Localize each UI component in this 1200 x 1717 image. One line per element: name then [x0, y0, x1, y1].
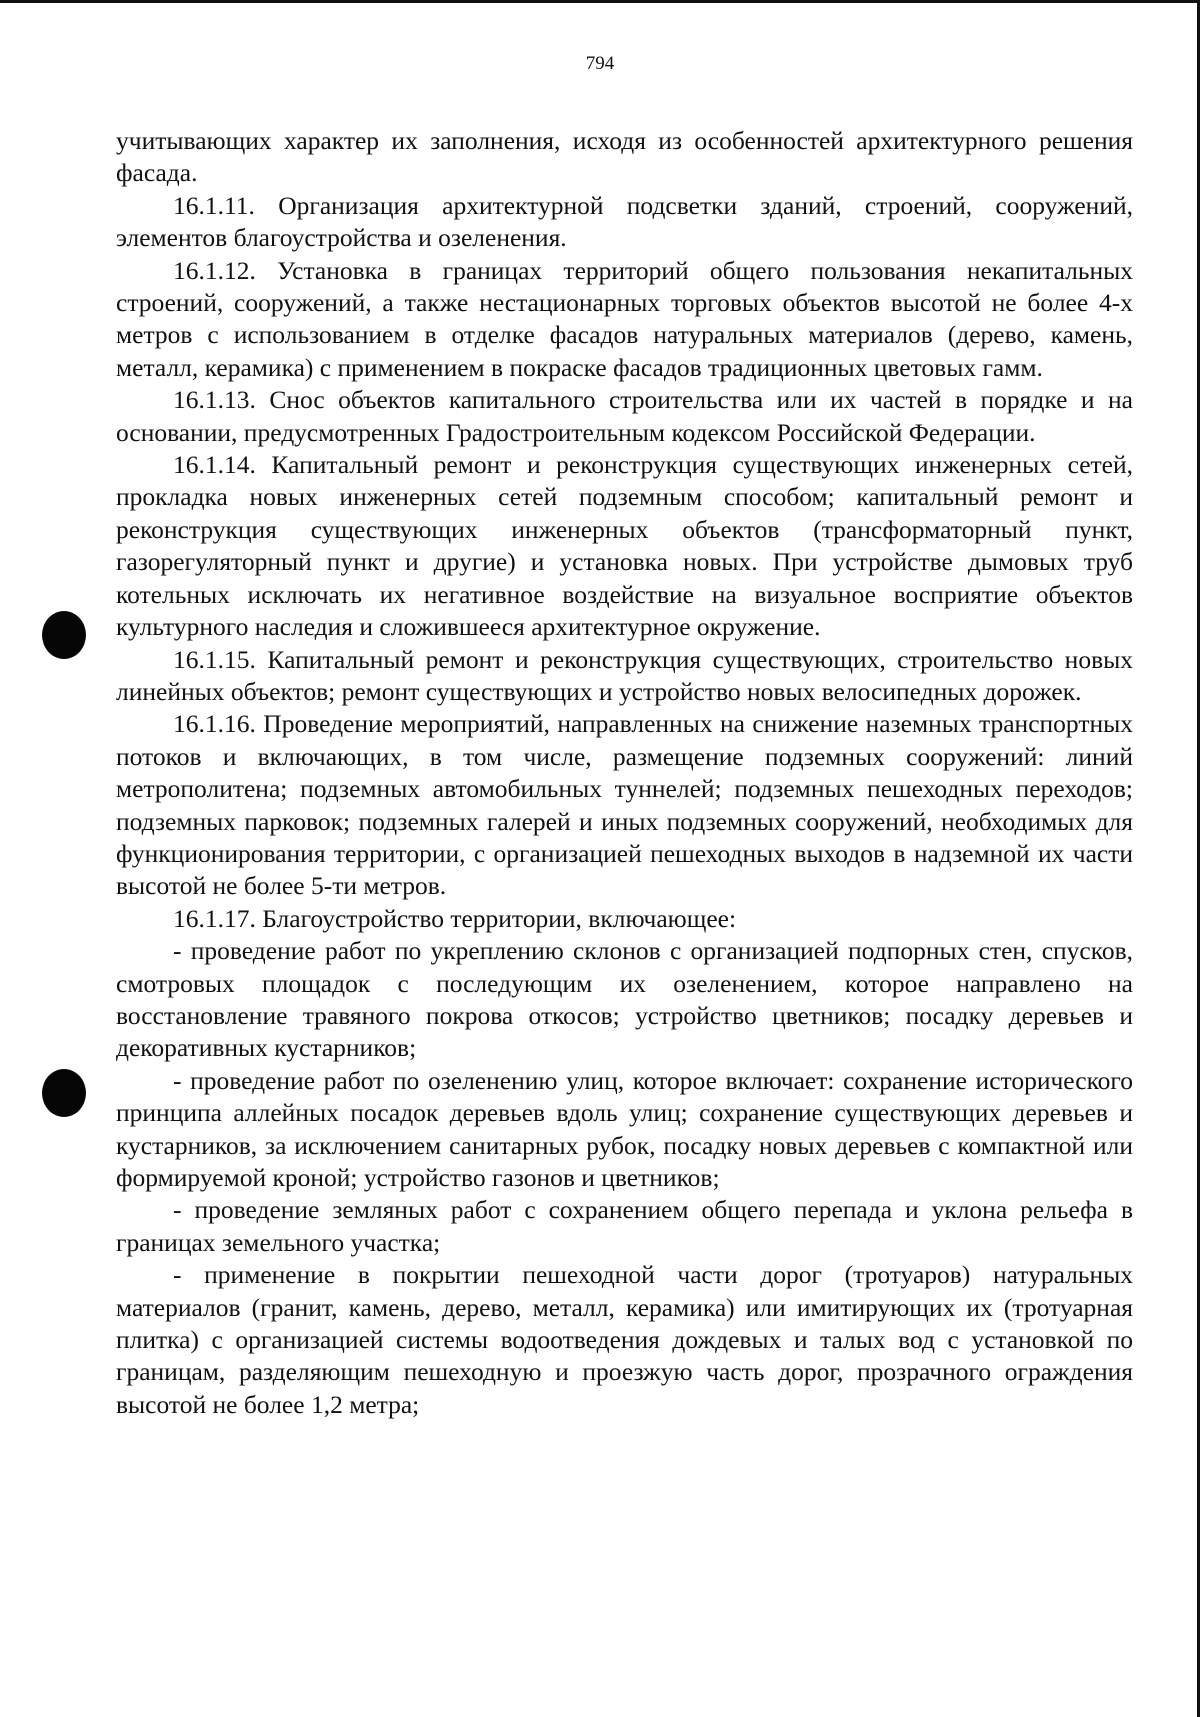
list-item-slopes: - проведение работ по укреплению склонов с организацией подпорных стен, спусков, смотровых площадок с последующим их озеленением, которое направлено на восстановление травяного покрова откосов; устройство цветников; посадку деревьев и декоративных кустарников;: [116, 936, 1133, 1063]
paragraph-16-1-11: 16.1.11. Организация архитектурной подсветки зданий, строений, сооружений, элементов благоустройства и озеленения.: [116, 190, 1133, 253]
paragraph-continuation: учитывающих характер их заполнения, исходя из особенностей архитектурного решения фасада.: [116, 126, 1133, 188]
punch-hole-mark: [42, 611, 86, 659]
punch-hole-mark: [42, 1069, 86, 1117]
list-item-greening: - проведение работ по озеленению улиц, которое включает: сохранение исторического принципа аллейных посадок деревьев вдоль улиц; сохранение существующих деревьев и кустарников, за исключением санитарных рубок, посадку новых деревьев с компактной или формируемой кроной; устройство газонов и цветников;: [116, 1065, 1133, 1192]
page-number: 794: [585, 53, 615, 74]
paragraph-16-1-14: 16.1.14. Капитальный ремонт и реконструкция существующих инженерных сетей, прокладка новых инженерных сетей подземным способом; капитальный ремонт и реконструкция существующих инженерных объектов (трансформаторный пункт, газорегуляторный пункт и другие) и установка новых. При устройстве дымовых труб котельных исключать их негативное воздействие на визуальное восприятие объектов культурного наследия и сложившееся архитектурное окружение.: [116, 450, 1133, 642]
paragraph-16-1-12: 16.1.12. Установка в границах территорий общего пользования некапитальных строений, сооружений, а также нестационарных торговых объектов высотой не более 4-х метров с использованием в отделке фасадов натуральных материалов (дерево, камень, металл, керамика) с применением в покраске фасадов традиционных цветовых гамм.: [116, 255, 1133, 382]
paragraph-16-1-17: 16.1.17. Благоустройство территории, включающее:: [173, 903, 737, 933]
list-item-earthworks: - проведение земляных работ с сохранением общего перепада и уклона рельефа в границах земельного участка;: [116, 1195, 1133, 1257]
paragraph-16-1-16: 16.1.16. Проведение мероприятий, направленных на снижение наземных транспортных потоков и включающих, в том числе, размещение подземных сооружений: линий метрополитена; подземных автомобильных туннелей; подземных пешеходных переходов; подземных парковок; подземных галерей и иных подземных сооружений, необходимых для функционирования территории, с организацией пешеходных выходов в надземной их части высотой не более 5-ти метров.: [116, 709, 1133, 901]
list-item-pavement: - применение в покрытии пешеходной части дорог (тротуаров) натуральных материалов (гранит, камень, дерево, металл, керамика) или имитирующих их (тротуарная плитка) с организацией системы водоотведения дождевых и талых вод с установкой по границам, разделяющим пешеходную и проезжую часть дорог, прозрачного ограждения высотой не более 1,2 метра;: [116, 1260, 1133, 1419]
paragraph-16-1-15: 16.1.15. Капитальный ремонт и реконструкция существующих, строительство новых линейных объектов; ремонт существующих и устройство новых велосипедных дорожек.: [116, 644, 1133, 706]
document-body: [116, 125, 1133, 1421]
paragraph-16-1-13: 16.1.13. Снос объектов капитального строительства или их частей в порядке и на основании, предусмотренных Градостроительным кодексом Российской Федерации.: [116, 385, 1133, 447]
